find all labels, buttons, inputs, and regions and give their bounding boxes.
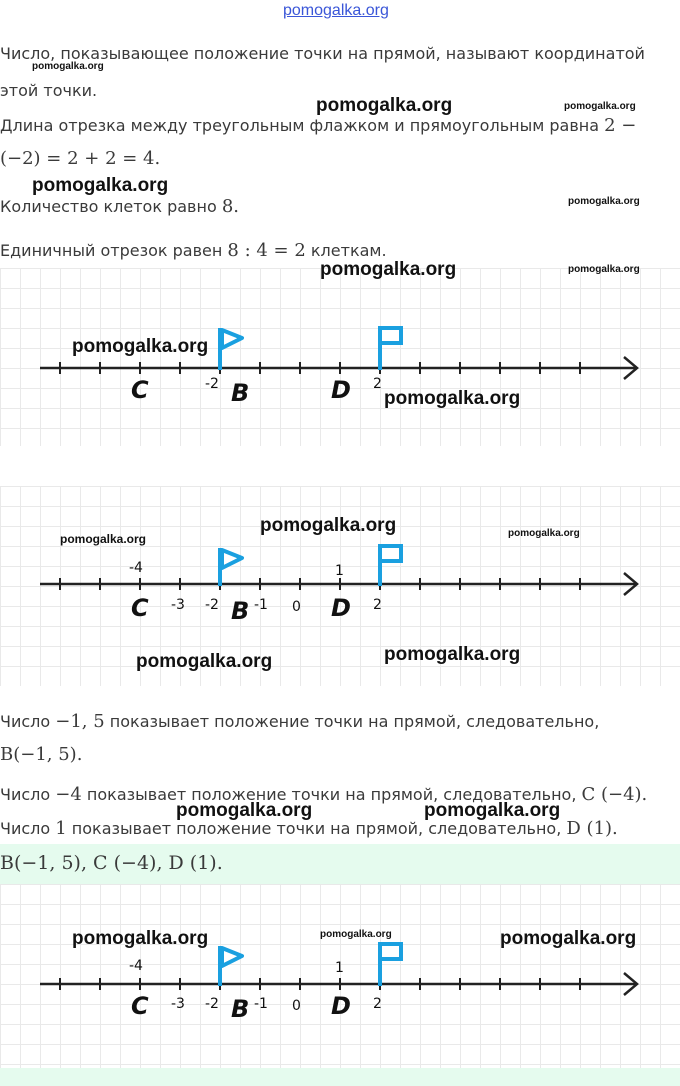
paragraph-2-math-a: 2 − [604, 115, 637, 136]
triangle-flag-icon [220, 548, 242, 586]
point-B: B [231, 995, 250, 1023]
watermark: pomogalka.org [316, 95, 453, 116]
answer-box [0, 844, 680, 884]
label-minus-4: -4 [129, 560, 143, 576]
label-minus-2: -2 [205, 376, 219, 392]
point-C: C [131, 992, 149, 1020]
watermark: pomogalka.org [384, 644, 521, 665]
paragraph-2-line-2 [0, 148, 160, 169]
site-watermark-link[interactable]: pomogalka.org [283, 2, 389, 19]
paragraph-5-line-1 [0, 711, 599, 732]
paragraph-3-text: Количество клеток равно [0, 197, 222, 216]
paragraph-4 [0, 240, 387, 261]
watermark: pomogalka.org [32, 175, 169, 196]
rectangle-flag-icon [380, 326, 401, 370]
label-minus-1: -1 [254, 996, 268, 1012]
watermark: pomogalka.org [32, 61, 104, 72]
watermark: pomogalka.org [568, 196, 640, 207]
paragraph-7-post: показывает положение точки на прямой, следовательно, [66, 819, 567, 838]
watermark: pomogalka.org [424, 800, 561, 821]
point-C: C [131, 376, 149, 404]
paragraph-5-line-2 [0, 744, 82, 765]
watermark: pomogalka.org [320, 259, 457, 280]
label-0: 0 [292, 998, 301, 1014]
watermark: pomogalka.org [60, 532, 147, 546]
watermark: pomogalka.org [500, 928, 637, 949]
paragraph-3-math: 8. [221, 196, 239, 217]
label-minus-4: -4 [129, 958, 143, 974]
paragraph-5-post: показывает положение точки на прямой, следовательно, [104, 712, 600, 731]
paragraph-4-math: 8 : 4 = 2 [227, 240, 306, 261]
watermark: pomogalka.org [384, 388, 521, 409]
watermark: pomogalka.org [176, 800, 313, 821]
point-B: B [231, 379, 250, 407]
label-0: 0 [292, 599, 301, 615]
label-minus-1: -1 [254, 597, 268, 613]
paragraph-6-math: −4 [55, 784, 82, 805]
label-minus-3: -3 [171, 597, 185, 613]
paragraph-7-pre: Число [0, 819, 56, 838]
paragraph-5-math: −1, 5 [55, 711, 105, 732]
label-minus-2: -2 [205, 996, 219, 1012]
watermark: pomogalka.org [508, 528, 580, 539]
watermark: pomogalka.org [72, 928, 209, 949]
point-C: C [131, 594, 149, 622]
paragraph-2-math-b: (−2) = 2 + 2 = 4. [0, 148, 161, 169]
watermark: pomogalka.org [320, 929, 392, 940]
rectangle-flag-icon [380, 942, 401, 986]
paragraph-2-line-1 [0, 115, 636, 136]
paragraph-4-text: Единичный отрезок равен [0, 241, 228, 260]
triangle-flag-icon [220, 328, 242, 370]
watermark: pomogalka.org [260, 515, 397, 536]
number-line-3-svg [0, 884, 680, 1068]
number-line-diagram-3 [0, 884, 680, 1068]
triangle-flag-icon [220, 946, 242, 986]
rectangle-flag-icon [380, 544, 401, 586]
paragraph-5-result: B(−1, 5). [0, 744, 83, 765]
label-2: 2 [373, 597, 382, 613]
paragraph-6-result: C (−4). [581, 784, 648, 805]
paragraph-7-math: 1 [55, 818, 67, 839]
paragraph-2-text: Длина отрезка между треугольным флажком и прямоугольным равна [0, 116, 605, 135]
label-2: 2 [373, 996, 382, 1012]
answer-text: B(−1, 5), C (−4), D (1). [0, 852, 223, 874]
paragraph-1-line-1: Число, показывающее положение точки на прямой, называют координатой [0, 44, 645, 63]
paragraph-1-line-2: этой точки. [0, 81, 98, 100]
label-1: 1 [335, 563, 344, 579]
bottom-band [0, 1068, 680, 1086]
paragraph-5-pre: Число [0, 712, 56, 731]
point-D: D [331, 376, 351, 404]
paragraph-3 [0, 196, 239, 217]
point-D: D [331, 594, 351, 622]
point-D: D [331, 992, 351, 1020]
paragraph-4-tail: клеткам. [305, 241, 387, 260]
watermark: pomogalka.org [568, 264, 640, 275]
paragraph-6-post: показывает положение точки на прямой, следовательно, [81, 785, 582, 804]
watermark: pomogalka.org [564, 101, 636, 112]
label-2: 2 [373, 376, 382, 392]
paragraph-7-result: D (1). [566, 818, 618, 839]
watermark: pomogalka.org [72, 336, 209, 357]
label-minus-2: -2 [205, 597, 219, 613]
label-minus-3: -3 [171, 996, 185, 1012]
paragraph-6-pre: Число [0, 785, 56, 804]
watermark: pomogalka.org [136, 651, 273, 672]
label-1: 1 [335, 960, 344, 976]
point-B: B [231, 597, 250, 625]
